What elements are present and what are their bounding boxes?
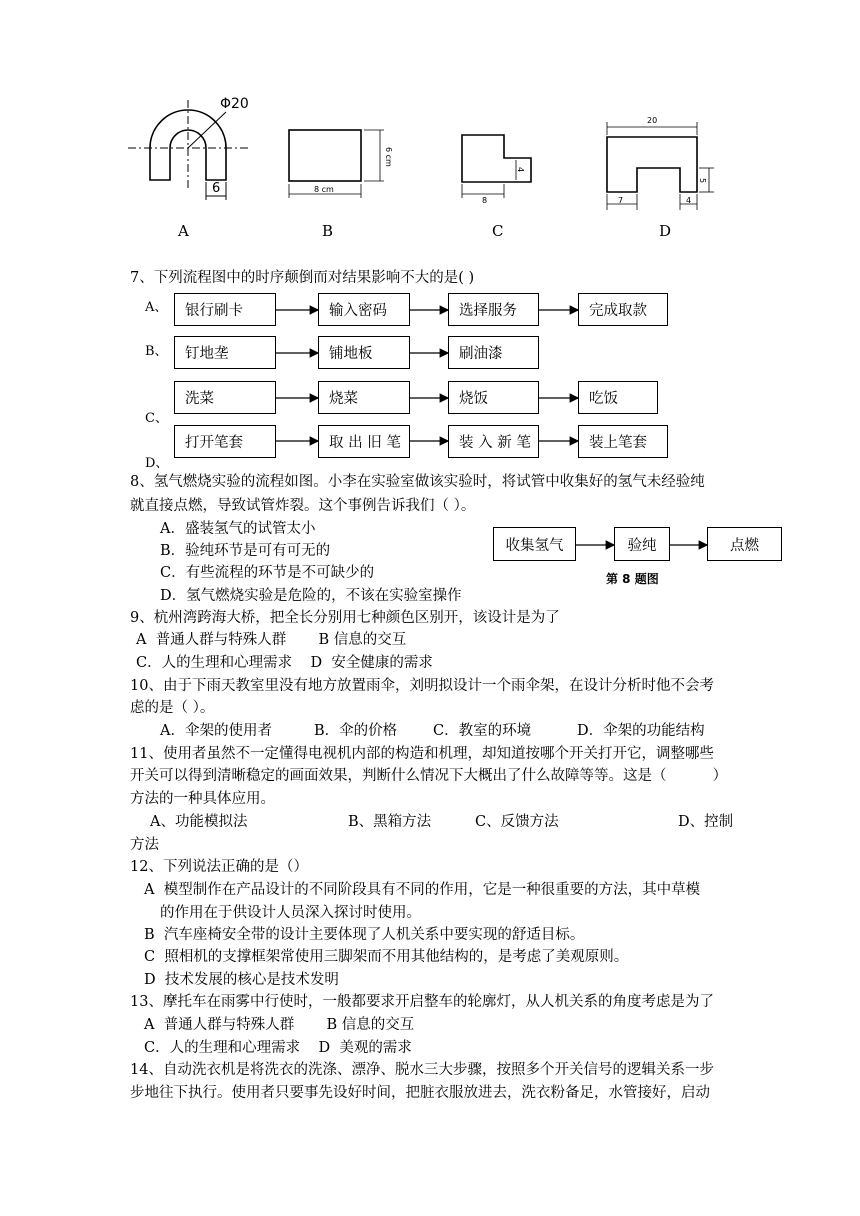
- q7-d-step-1: 打开笔套: [174, 425, 276, 458]
- q7-opt-c: C、: [145, 411, 168, 426]
- q12-opt-c: C 照相机的支撑框架常使用三脚架而不用其他结构的，是考虑了美观原则。: [144, 949, 629, 965]
- q11-line2: 开关可以得到清晰稳定的画面效果，判断什么情况下大概出了什么故障等等。这是（ ）: [130, 768, 728, 784]
- q9-opts-cd: C．人的生理和心理需求 D 安全健康的需求: [136, 655, 433, 671]
- q12-opt-b: B 汽车座椅安全带的设计主要体现了人机关系中要实现的舒适目标。: [144, 927, 585, 943]
- shape-c-step: 4: [516, 167, 525, 173]
- shape-d-right: 4: [686, 196, 692, 205]
- q10-line2: 虑的是（ ）。: [130, 700, 215, 716]
- q8-flow-3: 点燃: [707, 527, 782, 561]
- q9-opts-ab: A 普通人群与特殊人群 B 信息的交互: [136, 632, 407, 648]
- q13-opts-ab: A 普通人群与特殊人群 B 信息的交互: [144, 1017, 415, 1033]
- q10-opt-c: C．教室的环境: [433, 723, 532, 739]
- q7-c-step-2: 烧菜: [318, 381, 410, 414]
- shape-a-width: 6: [212, 181, 221, 196]
- fig-label-b: B: [322, 222, 334, 240]
- q12-opt-d: D 技术发展的核心是技术发明: [144, 972, 339, 988]
- q11-line1: 11、使用者虽然不一定懂得电视机内部的构造和机理，却知道按哪个开关打开它，调整哪些: [130, 746, 714, 762]
- q11-opt-d: D、控制: [678, 814, 734, 830]
- q7-a-step-1: 银行刷卡: [174, 293, 276, 326]
- q7-c-step-4: 吃饭: [578, 381, 658, 414]
- q8-opt-a: A．盛装氢气的试管太小: [160, 521, 316, 537]
- q7-c-step-3: 烧饭: [448, 381, 539, 414]
- q11-line3: 方法的一种具体应用。: [130, 791, 275, 807]
- fig-label-c: C: [492, 222, 504, 240]
- q7-opt-a: A、: [145, 300, 168, 315]
- shape-b-width: 8 cm: [314, 185, 334, 194]
- q7-a-step-4: 完成取款: [578, 293, 668, 326]
- q9-text: 9、杭州湾跨海大桥，把全长分别用七种颜色区别开，该设计是为了: [130, 610, 560, 626]
- shape-d-top: 20: [647, 116, 658, 125]
- q11-opt-c: C、反馈方法: [475, 814, 559, 830]
- q8-line2: 就直接点燃，导致试管炸裂。这个事例告诉我们（ ）。: [130, 498, 476, 514]
- q7-d-step-3: 装 入 新 笔: [448, 425, 539, 458]
- q11-opt-a: A、功能模拟法: [150, 814, 248, 830]
- q13-opts-cd: C．人的生理和心理需求 D 美观的需求: [144, 1040, 412, 1056]
- q13-text: 13、摩托车在雨雾中行使时，一般都要求开启整车的轮廓灯，从人机关系的角度考虑是为了: [130, 994, 714, 1010]
- fig-label-d: D: [659, 222, 672, 240]
- q7-opt-b: B、: [145, 344, 168, 359]
- q10-opt-b: B．伞的价格: [314, 723, 398, 739]
- q7-a-step-3: 选择服务: [448, 293, 539, 326]
- shape-b-height: 6 cm: [384, 147, 393, 167]
- q7-b-step-1: 钉地垄: [174, 336, 276, 369]
- q10-line1: 10、由于下雨天教室里没有地方放置雨伞，刘明拟设计一个雨伞架，在设计分析时他不会考: [130, 678, 714, 694]
- q12-opt-a1: A 模型制作在产品设计的不同阶段具有不同的作用，它是一种很重要的方法，其中草模: [144, 882, 701, 898]
- q10-opt-a: A．伞架的使用者: [160, 723, 272, 739]
- q7-opt-d: D、: [145, 456, 169, 471]
- shape-a-dia: Φ20: [220, 96, 249, 112]
- q8-opt-d: D．氢气燃烧实验是危险的，不该在实验室操作: [160, 588, 462, 604]
- shape-d-left: 7: [618, 196, 624, 205]
- q8-line1: 8、氢气燃烧实验的流程如图。小李在实验室做该实验时，将试管中收集好的氢气未经验纯: [130, 474, 705, 490]
- q11-opt-b: B、黑箱方法: [348, 814, 432, 830]
- q7-b-step-3: 刷油漆: [448, 336, 539, 369]
- q7-d-step-4: 装上笔套: [578, 425, 668, 458]
- q7-a-step-2: 输入密码: [318, 293, 410, 326]
- q8-arrows: [0, 0, 860, 600]
- q7-b-step-2: 铺地板: [318, 336, 410, 369]
- q8-flow-2: 验纯: [614, 527, 670, 561]
- q14-line2: 步地往下执行。使用者只要事先设好时间，把脏衣服放进去，洗衣粉备足，水管接好，启动: [130, 1085, 710, 1101]
- q8-caption: 第 8 题图: [606, 572, 659, 586]
- q7-text: 7、下列流程图中的时序颠倒而对结果影响不大的是( ): [130, 270, 475, 286]
- q8-opt-b: B．验纯环节是可有可无的: [160, 543, 331, 559]
- q12-opt-a2: 的作用在于供设计人员深入探讨时使用。: [160, 905, 421, 921]
- fig-label-a: A: [178, 222, 189, 240]
- q8-opt-c: C．有些流程的环节是不可缺少的: [160, 565, 375, 581]
- q7-c-step-1: 洗菜: [174, 381, 276, 414]
- shape-c-width: 8: [482, 196, 488, 205]
- q10-opt-d: D．伞架的功能结构: [577, 723, 705, 739]
- q8-flow-1: 收集氢气: [493, 527, 576, 561]
- q14-line1: 14、自动洗衣机是将洗衣的洗涤、漂净、脱水三大步骤，按照多个开关信号的逻辑关系一步: [130, 1062, 714, 1078]
- shape-d-height: 5: [698, 178, 707, 184]
- q7-d-step-2: 取 出 旧 笔: [318, 425, 410, 458]
- q11-tail: 方法: [130, 837, 159, 853]
- q12-text: 12、下列说法正确的是（）: [130, 859, 308, 875]
